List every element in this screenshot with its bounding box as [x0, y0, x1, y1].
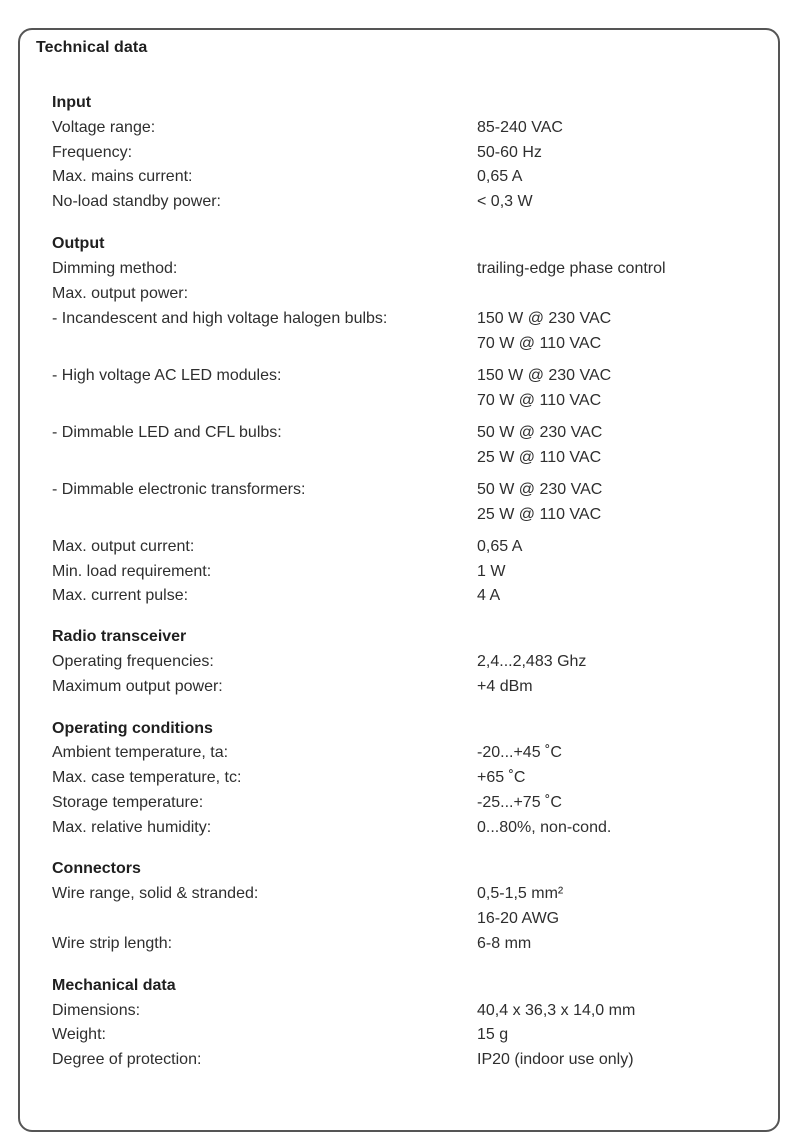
transformers-value-110: 25 W @ 110 VAC — [477, 506, 602, 523]
led-cfl-label: - Dimmable LED and CFL bulbs: — [52, 424, 282, 441]
degree-of-protection-value: IP20 (indoor use only) — [477, 1051, 634, 1068]
ambient-temperature-label: Ambient temperature, ta: — [52, 744, 229, 761]
frequency-label: Frequency: — [52, 144, 133, 161]
wire-range-value-awg: 16-20 AWG — [477, 910, 560, 927]
wire-range-label: Wire range, solid & stranded: — [52, 885, 259, 902]
operating-frequencies-label: Operating frequencies: — [52, 653, 214, 670]
section-conditions-heading: Operating conditions — [52, 720, 213, 737]
max-output-power-radio-value: +4 dBm — [477, 678, 533, 695]
incandescent-label: - Incandescent and high voltage halogen bulbs: — [52, 310, 388, 327]
max-output-power-label: Max. output power: — [52, 285, 189, 302]
technical-data-panel — [18, 28, 780, 1132]
dimming-method-value: trailing-edge phase control — [477, 260, 666, 277]
section-input-heading: Input — [52, 94, 92, 111]
min-load-value: 1 W — [477, 563, 506, 580]
transformers-label: - Dimmable electronic transformers: — [52, 481, 306, 498]
storage-temperature-value: -25...+75 ˚C — [477, 794, 562, 811]
panel-title: Technical data — [36, 39, 148, 56]
voltage-range-label: Voltage range: — [52, 119, 156, 136]
section-connectors-heading: Connectors — [52, 860, 141, 877]
max-current-pulse-label: Max. current pulse: — [52, 587, 189, 604]
standby-power-value: < 0,3 W — [477, 193, 533, 210]
wire-strip-length-value: 6-8 mm — [477, 935, 532, 952]
case-temperature-value: +65 ˚C — [477, 769, 526, 786]
dimensions-value: 40,4 x 36,3 x 14,0 mm — [477, 1002, 636, 1019]
storage-temperature-label: Storage temperature: — [52, 794, 204, 811]
max-mains-current-value: 0,65 A — [477, 168, 523, 185]
operating-frequencies-value: 2,4...2,483 Ghz — [477, 653, 587, 670]
ambient-temperature-value: -20...+45 ˚C — [477, 744, 562, 761]
min-load-label: Min. load requirement: — [52, 563, 212, 580]
led-cfl-value-110: 25 W @ 110 VAC — [477, 449, 602, 466]
degree-of-protection-label: Degree of protection: — [52, 1051, 202, 1068]
max-mains-current-label: Max. mains current: — [52, 168, 193, 185]
dimming-method-label: Dimming method: — [52, 260, 178, 277]
max-output-current-label: Max. output current: — [52, 538, 195, 555]
section-output-heading: Output — [52, 235, 105, 252]
section-radio-heading: Radio transceiver — [52, 628, 187, 645]
max-output-power-radio-label: Maximum output power: — [52, 678, 223, 695]
relative-humidity-value: 0...80%, non-cond. — [477, 819, 612, 836]
section-mechanical-heading: Mechanical data — [52, 977, 176, 994]
incandescent-value-230: 150 W @ 230 VAC — [477, 310, 612, 327]
ac-led-label: - High voltage AC LED modules: — [52, 367, 282, 384]
weight-value: 15 g — [477, 1026, 509, 1043]
transformers-value-230: 50 W @ 230 VAC — [477, 481, 603, 498]
dimensions-label: Dimensions: — [52, 1002, 141, 1019]
max-current-pulse-value: 4 A — [477, 587, 501, 604]
weight-label: Weight: — [52, 1026, 106, 1043]
led-cfl-value-230: 50 W @ 230 VAC — [477, 424, 603, 441]
wire-strip-length-label: Wire strip length: — [52, 935, 173, 952]
relative-humidity-label: Max. relative humidity: — [52, 819, 212, 836]
ac-led-value-230: 150 W @ 230 VAC — [477, 367, 612, 384]
wire-range-value-mm: 0,5-1,5 mm² — [477, 885, 564, 902]
incandescent-value-110: 70 W @ 110 VAC — [477, 335, 602, 352]
case-temperature-label: Max. case temperature, tc: — [52, 769, 242, 786]
max-output-current-value: 0,65 A — [477, 538, 523, 555]
voltage-range-value: 85-240 VAC — [477, 119, 563, 136]
ac-led-value-110: 70 W @ 110 VAC — [477, 392, 602, 409]
standby-power-label: No-load standby power: — [52, 193, 221, 210]
frequency-value: 50-60 Hz — [477, 144, 542, 161]
